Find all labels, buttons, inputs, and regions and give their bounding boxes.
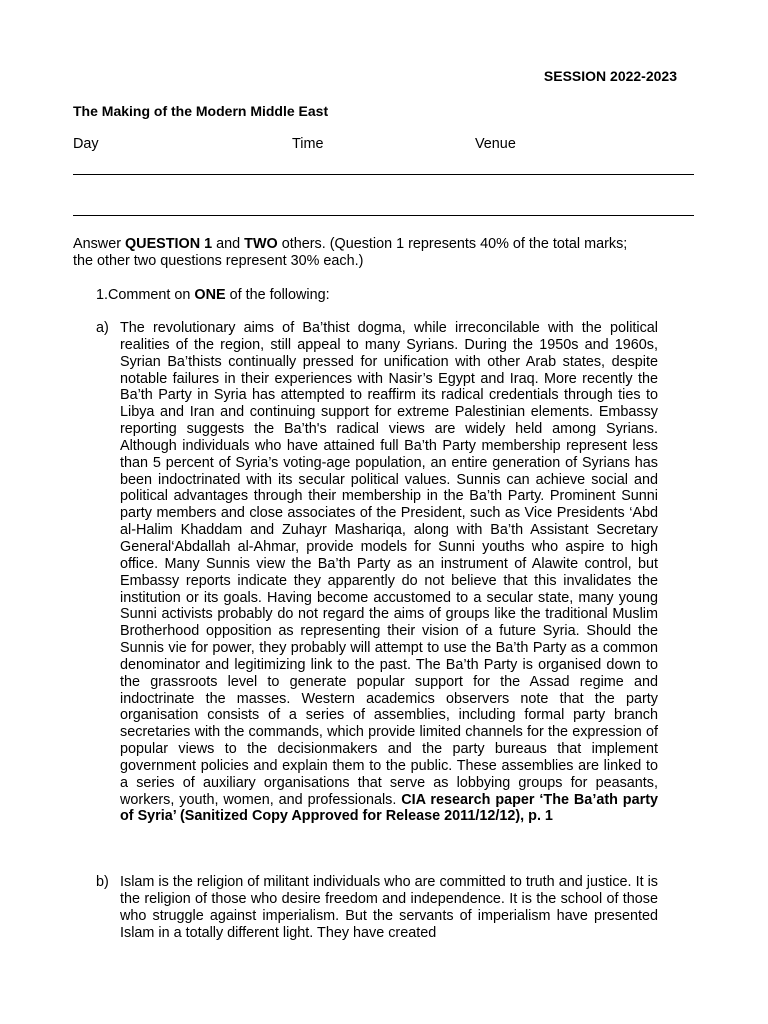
item-a-body: The revolutionary aims of Ba’thist dogma, while irreconcilable with the political realities of the region, still appeal to many Syrians. During the 1950s and 1960s, Syrian Ba’thists continually pressed for unification with other Arab states, despite notable failures in their experiences with Nasir’s Egypt and Iraq. More recently the Ba’th Party in Syria has attempted to reaffirm its radical credentials through ties to Libya and Iran and continuing support for extreme Palestinian elements. Embassy reporting suggests the Ba’th's radical views are widely held among Syrians. Although individuals who have attained full Ba’th Party membership represent less than 5 percent of Syria’s voting-age population, an entire generation of Syrians has been indoctrinated with its secular political values. Sunnis can achieve social and political advantages through their membership in the Ba’th Party. Prominent Sunni party members and close associates of the President, such as Vice Presidents ‘Abd al-Halim Khaddam and Zuhayr Mashariqa, along with Ba’th Assistant Secretary General‘Abdallah al-Ahmar, provide models for Sunni youths who aspire to high office. Many Sunnis view the Ba’th Party as an instrument of Alawite control, but Embassy reports indicate they apparently do not believe that this invalidates the institution or its goals. Having become accustomed to a secular state, many young Sunni activists probably do not regard the aims of groups like the traditional Muslim Brotherhood opposition as representing their vision of a future Syria. Should the Sunnis vie for power, they probably will attempt to use the Ba’th Party as a common denominator and legitimizing link to the past. The Ba’th Party is organised down to the grassroots level to generate popular support for the Assad regime and indoctrinate the masses. Western academics observers note that the party organisation consists of a series of assemblies, including formal party branch secretaries with the commands, which provide limited channels for the expression of popular views to the decisionmakers and the party bureaus that implement government policies and explain them to the public. These assemblies are linked to a series of auxiliary organisations that serve as lobbying groups for peasants, workers, youth, women, and professionals. [120,320,658,808]
course-title: The Making of the Modern Middle East [73,103,329,119]
session-label: SESSION 2022-2023 [543,68,677,84]
divider-line [73,174,694,175]
question-1-heading [96,287,330,303]
venue-label: Venue [475,136,516,152]
instructions-rest: others. (Question 1 represents 40% of the total marks; the other two questions represent 30% each.) [73,236,628,269]
instructions-prefix: Answer [73,236,125,252]
q1-suffix: of the following: [225,287,330,303]
instructions-and: and [212,236,245,252]
item-a-label: a) [96,320,109,336]
instructions-question1: QUESTION 1 [124,236,213,252]
instructions-two: TWO [244,236,278,252]
item-a-citation: CIA research paper ‘The Ba’ath party of Syria’ (Sanitized Copy Approved for Release 2011/12/12), p. 1 [120,791,658,825]
time-label: Time [292,136,324,152]
item-b-label: b) [96,874,109,890]
item-a-text [120,320,658,825]
item-b-text: Islam is the religion of militant individuals who are committed to truth and justice. It is the religion of those who desire freedom and independence. It is the school of those who struggle against imperialism. But the servants of imperialism have presented Islam in a totally different light. They have created [120,874,658,941]
day-label: Day [73,136,99,152]
divider-line [73,215,694,216]
exam-instructions [73,236,629,270]
q1-one: ONE [194,287,226,303]
q1-prefix: 1.Comment on [96,287,195,303]
